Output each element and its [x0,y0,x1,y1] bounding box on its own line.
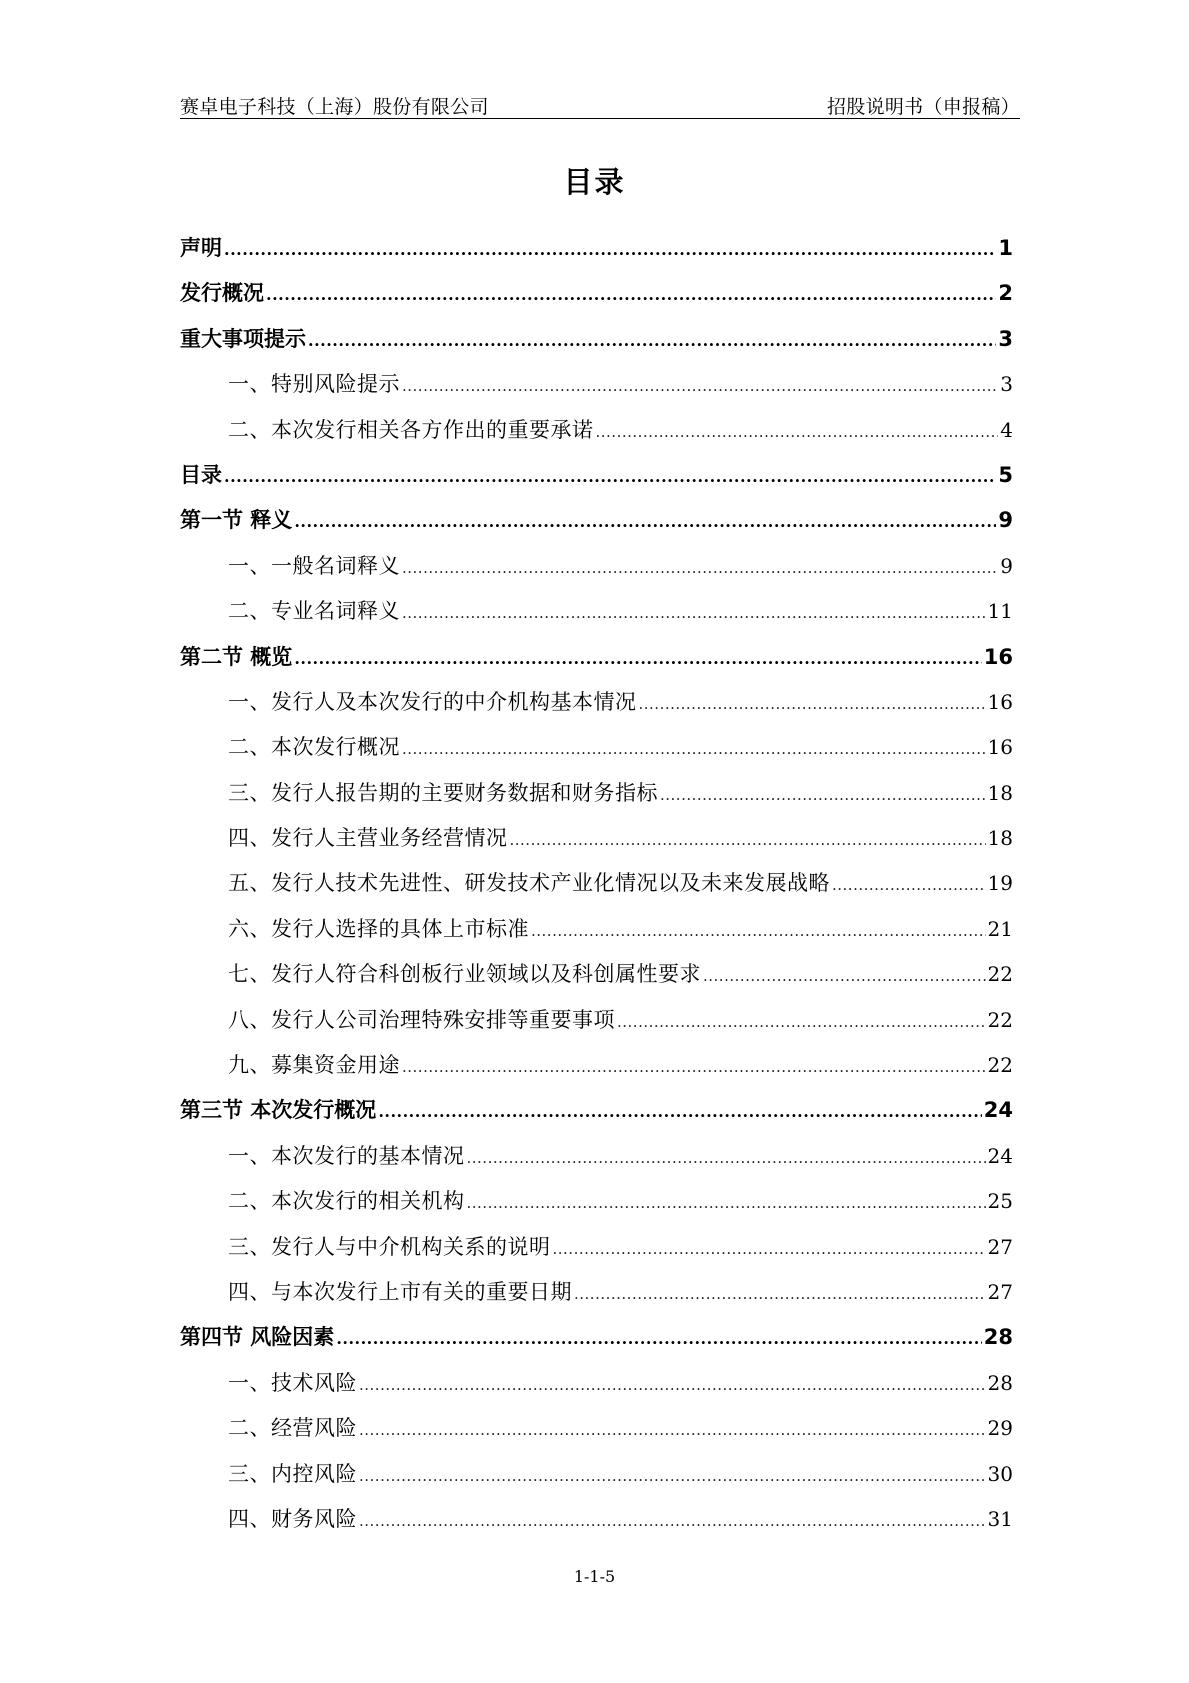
toc-entry-label: 三、发行人报告期的主要财务数据和财务指标 [228,780,658,805]
toc-entry-page: 16 [987,689,1013,714]
toc-entry-page: 22 [987,962,1013,987]
toc-subsection-entry[interactable] [180,408,1013,453]
toc-subsection-entry[interactable] [180,1043,1013,1088]
toc-entry-label: 八、发行人公司治理特殊安排等重要事项 [228,1007,615,1032]
page-number: 1-1-5 [573,1567,616,1586]
toc-section-entry[interactable] [180,226,1013,271]
toc-entry-page: 27 [987,1234,1013,1259]
toc-dot-leader [596,410,999,455]
toc-dot-leader [402,1045,986,1090]
toc-dot-leader [294,499,996,544]
toc-dot-leader [402,727,986,772]
toc-subsection-entry[interactable] [180,907,1013,952]
toc-subsection-entry[interactable] [180,998,1013,1043]
toc-entry-page: 24 [987,1143,1013,1168]
toc-dot-leader [553,1227,986,1272]
table-of-contents [180,226,1013,1542]
toc-entry-label: 二、经营风险 [228,1416,357,1441]
toc-entry-page: 19 [987,871,1013,896]
toc-entry-page: 21 [987,916,1013,941]
toc-section-entry[interactable] [180,498,1013,543]
company-name: 赛卓电子科技（上海）股份有限公司 [180,96,489,118]
toc-subsection-entry[interactable] [180,952,1013,997]
toc-subsection-entry[interactable] [180,1361,1013,1406]
toc-entry-label: 九、募集资金用途 [228,1053,400,1078]
toc-entry-label: 二、本次发行的相关机构 [228,1189,465,1214]
toc-entry-label: 七、发行人符合科创板行业领域以及科创属性要求 [228,962,701,987]
toc-section-entry[interactable] [180,1088,1013,1133]
toc-subsection-entry[interactable] [180,544,1013,589]
toc-section-entry[interactable] [180,271,1013,316]
toc-dot-leader [266,272,996,317]
toc-entry-label: 第一节 释义 [180,508,293,533]
toc-dot-leader [402,591,986,636]
toc-entry-page: 9 [1000,553,1013,578]
toc-entry-page: 29 [987,1416,1013,1441]
toc-subsection-entry[interactable] [180,1270,1013,1315]
toc-section-entry[interactable] [180,1315,1013,1360]
page-header [180,88,1020,119]
toc-entry-page: 4 [1000,417,1013,442]
toc-dot-leader [660,773,986,818]
toc-dot-leader [359,1499,986,1544]
toc-subsection-entry[interactable] [180,1497,1013,1542]
toc-entry-page: 2 [998,281,1013,306]
toc-entry-page: 16 [983,644,1013,669]
toc-dot-leader [617,1000,986,1045]
toc-entry-label: 一、本次发行的基本情况 [228,1143,465,1168]
toc-entry-label: 四、发行人主营业务经营情况 [228,826,508,851]
toc-subsection-entry[interactable] [180,362,1013,407]
toc-dot-leader [359,1408,986,1453]
toc-subsection-entry[interactable] [180,1134,1013,1179]
toc-entry-label: 一、一般名词释义 [228,553,400,578]
toc-entry-label: 五、发行人技术先进性、研发技术产业化情况以及未来发展战略 [228,871,830,896]
toc-subsection-entry[interactable] [180,1225,1013,1270]
toc-entry-page: 25 [987,1189,1013,1214]
toc-dot-leader [359,1454,986,1499]
toc-dot-leader [378,1089,981,1134]
toc-entry-page: 3 [998,326,1013,351]
toc-entry-page: 18 [987,780,1013,805]
toc-dot-leader [308,318,996,363]
toc-entry-label: 六、发行人选择的具体上市标准 [228,916,529,941]
toc-subsection-entry[interactable] [180,589,1013,634]
document-type: 招股说明书（申报稿） [826,96,1020,118]
toc-entry-label: 四、财务风险 [228,1506,357,1531]
toc-entry-page: 16 [987,735,1013,760]
page-title: 目录 [563,165,626,199]
toc-entry-label: 声明 [180,236,222,260]
toc-section-entry[interactable] [180,453,1013,498]
toc-entry-label: 二、本次发行概况 [228,735,400,760]
toc-entry-label: 重大事项提示 [180,326,306,351]
toc-entry-label: 二、本次发行相关各方作出的重要承诺 [228,417,594,442]
toc-entry-page: 22 [987,1053,1013,1078]
toc-entry-page: 22 [987,1007,1013,1032]
toc-subsection-entry[interactable] [180,1406,1013,1451]
toc-dot-leader [531,909,986,954]
toc-entry-label: 发行概况 [180,281,264,306]
toc-subsection-entry[interactable] [180,725,1013,770]
toc-entry-page: 11 [987,599,1013,624]
toc-entry-page: 28 [983,1325,1013,1350]
toc-entry-page: 5 [998,462,1013,487]
toc-dot-leader [224,227,996,272]
toc-entry-label: 四、与本次发行上市有关的重要日期 [228,1279,572,1304]
toc-entry-page: 3 [1000,372,1013,397]
toc-entry-page: 28 [987,1370,1013,1395]
toc-entry-page: 9 [998,508,1013,533]
toc-subsection-entry[interactable] [180,816,1013,861]
toc-dot-leader [703,954,986,999]
toc-entry-page: 27 [987,1279,1013,1304]
toc-entry-label: 目录 [180,462,222,487]
toc-entry-label: 一、技术风险 [228,1370,357,1395]
toc-entry-page: 30 [987,1461,1013,1486]
toc-entry-label: 第三节 本次发行概况 [180,1098,377,1123]
toc-dot-leader [510,818,986,863]
toc-dot-leader [359,1363,986,1408]
toc-dot-leader [402,364,998,409]
toc-subsection-entry[interactable] [180,861,1013,906]
toc-dot-leader [832,863,986,908]
toc-entry-label: 第二节 概览 [180,644,293,669]
toc-dot-leader [336,1316,981,1361]
toc-entry-page: 24 [983,1098,1013,1123]
toc-entry-label: 第四节 风险因素 [180,1325,335,1350]
toc-entry-page: 31 [987,1506,1013,1531]
toc-subsection-entry[interactable] [180,1179,1013,1224]
toc-entry-label: 一、发行人及本次发行的中介机构基本情况 [228,689,637,714]
toc-dot-leader [467,1136,986,1181]
toc-dot-leader [224,454,996,499]
toc-dot-leader [402,546,998,591]
toc-subsection-entry[interactable] [180,771,1013,816]
toc-dot-leader [639,682,986,727]
toc-subsection-entry[interactable] [180,1452,1013,1497]
toc-subsection-entry[interactable] [180,680,1013,725]
toc-section-entry[interactable] [180,635,1013,680]
toc-entry-page: 1 [998,236,1013,260]
toc-section-entry[interactable] [180,317,1013,362]
toc-dot-leader [467,1181,986,1226]
toc-entry-label: 三、内控风险 [228,1461,357,1486]
toc-dot-leader [574,1272,986,1317]
toc-entry-label: 一、特别风险提示 [228,372,400,397]
toc-entry-label: 二、专业名词释义 [228,599,400,624]
toc-entry-label: 三、发行人与中介机构关系的说明 [228,1234,551,1259]
toc-dot-leader [294,636,981,681]
toc-entry-page: 18 [987,826,1013,851]
